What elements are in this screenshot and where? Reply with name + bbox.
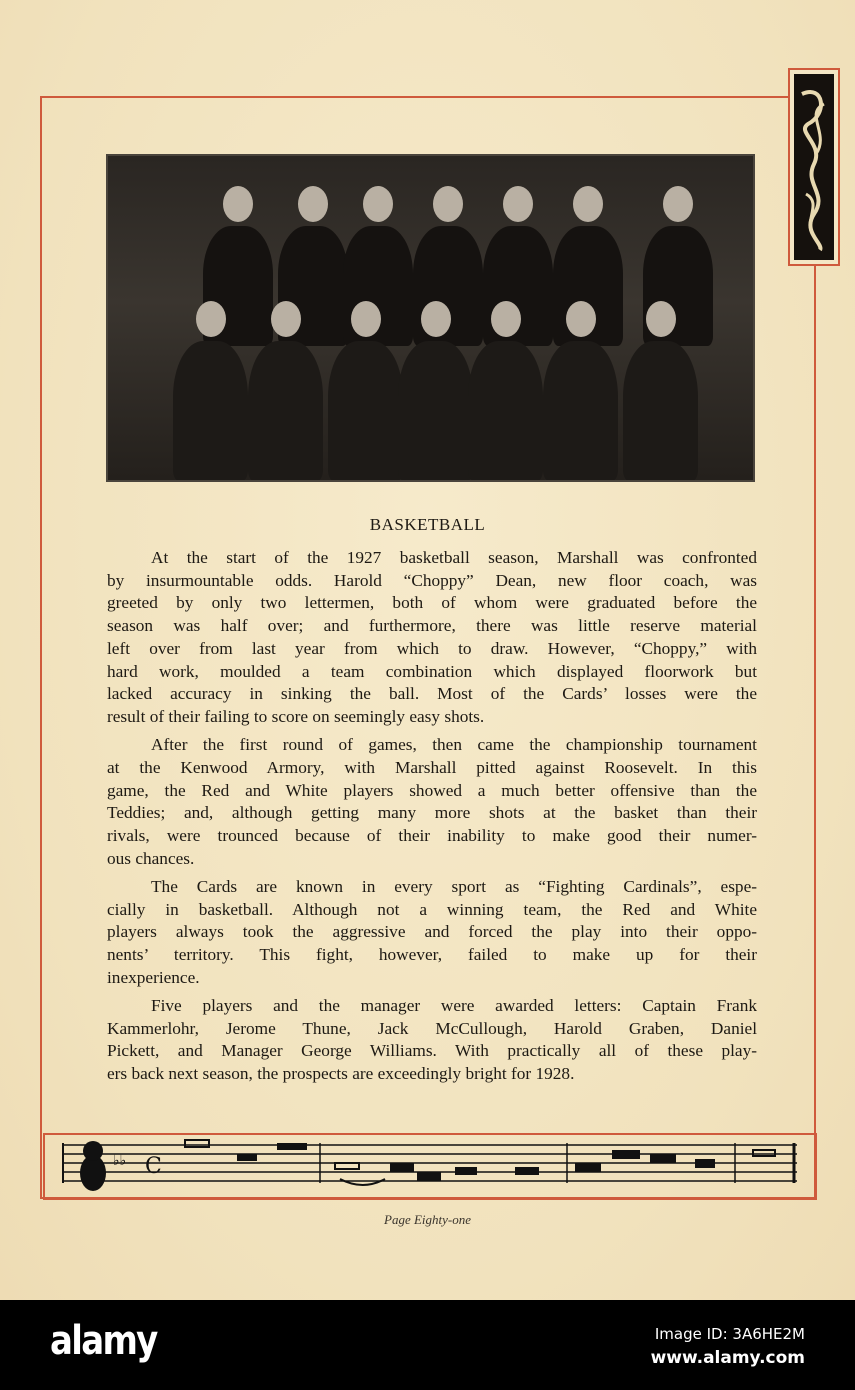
text-line: result of their failing to score on seemingly easy shots. (107, 706, 485, 726)
article-body (107, 547, 757, 1091)
player-head (503, 186, 533, 222)
text-line: Kammerlohr, Jerome Thune, Jack McCullough, Harold Graben, Daniel (107, 1018, 757, 1038)
player-head (298, 186, 328, 222)
player-figure (623, 341, 698, 481)
player-figure (543, 341, 618, 481)
team-photo (106, 154, 755, 482)
text-line: by insurmountable odds. Harold “Choppy” Dean, new floor coach, was (107, 570, 757, 590)
text-line: left over from last year from which to draw. However, “Choppy,” with (107, 638, 757, 658)
text-line: inexperience. (107, 967, 200, 987)
page-number: Page Eighty-one (384, 1212, 471, 1227)
text-line: players always took the aggressive and forced the play into their oppo- (107, 922, 757, 942)
player-head (573, 186, 603, 222)
text-line: Teddies; and, although getting many more shots at the basket than their (107, 803, 757, 823)
text-line: Pickett, and Manager George Williams. With practically all of these play- (107, 1041, 757, 1061)
paragraph (107, 734, 757, 870)
player-head (433, 186, 463, 222)
player-head (351, 301, 381, 337)
svg-text:C: C (145, 1154, 162, 1179)
text-line: game, the Red and White players showed a much better offensive than the (107, 780, 757, 800)
article-heading: BASKETBALL (369, 515, 486, 534)
player-figure (328, 341, 403, 481)
text-line: ers back next season, the prospects are exceedingly bright for 1928. (107, 1063, 575, 1083)
text-line: at the Kenwood Armory, with Marshall pitted against Roosevelt. In this (107, 757, 757, 777)
text-line: lacked accuracy in sinking the ball. Most of the Cards’ losses were the (107, 684, 757, 704)
player-head (223, 186, 253, 222)
player-head (421, 301, 451, 337)
player-head (566, 301, 596, 337)
text-line: Five players and the manager were awarded letters: Captain Frank (151, 995, 757, 1015)
image-id: Image ID: 3A6HE2M (654, 1325, 805, 1343)
svg-text:♭♭: ♭♭ (113, 1153, 127, 1169)
paragraph (107, 995, 757, 1086)
alamy-logo: alamy (50, 1318, 157, 1364)
player-head (196, 301, 226, 337)
player-head (491, 301, 521, 337)
paragraph (107, 547, 757, 729)
music-staff-decoration (43, 1133, 817, 1200)
player-head (646, 301, 676, 337)
site-url: www.alamy.com (650, 1348, 805, 1368)
text-line: nents’ territory. This fight, however, failed to make up for their (107, 944, 757, 964)
flourish-icon (794, 74, 834, 260)
text-line: At the start of the 1927 basketball season, Marshall was confronted (151, 548, 757, 567)
text-line: rivals, were trounced because of their inability to make good their numer- (107, 825, 757, 845)
watermark-bar (0, 1300, 855, 1390)
text-line: greeted by only two lettermen, both of whom were graduated before the (107, 593, 757, 613)
text-line: season was half over; and furthermore, there was little reserve material (107, 616, 757, 636)
player-figure (248, 341, 323, 481)
player-head (363, 186, 393, 222)
corner-ornament (788, 68, 840, 266)
player-figure (468, 341, 543, 481)
player-figure (173, 341, 248, 481)
player-head (663, 186, 693, 222)
text-line: The Cards are known in every sport as “Fighting Cardinals”, espe- (151, 876, 757, 896)
paragraph (107, 876, 757, 990)
text-line: hard work, moulded a team combination which displayed floorwork but (107, 661, 757, 681)
text-line: cially in basketball. Although not a winning team, the Red and White (107, 899, 757, 919)
text-line: After the first round of games, then came the championship tournament (151, 735, 757, 755)
player-head (271, 301, 301, 337)
player-figure (398, 341, 473, 481)
text-line: ous chances. (107, 848, 195, 868)
